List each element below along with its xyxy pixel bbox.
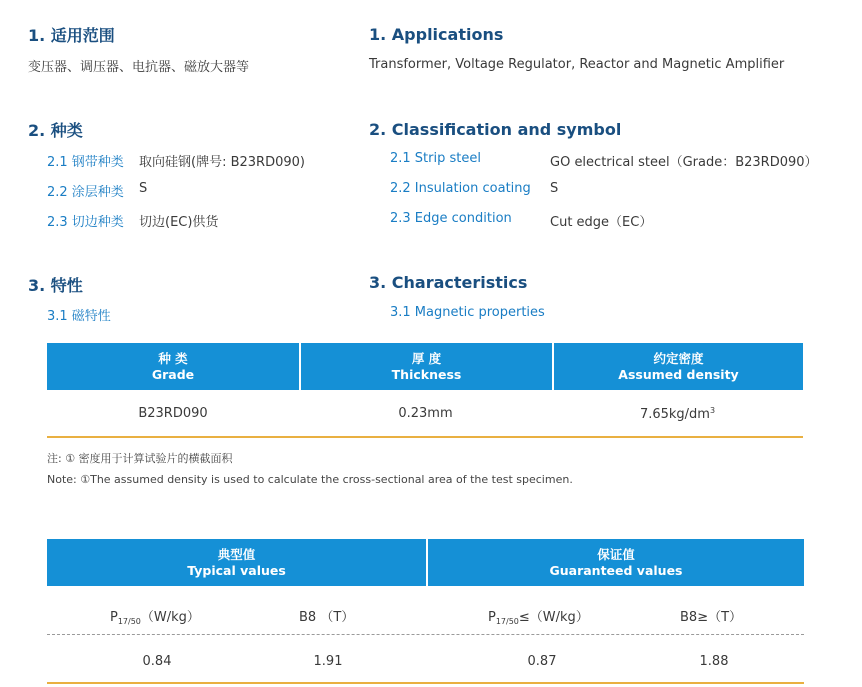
edge-value-en: Cut edge（EC） — [550, 215, 653, 230]
density-header-cn: 约定密度 — [653, 350, 704, 366]
strip-steel-label-en: 2.1 Strip steel — [390, 151, 481, 166]
grade-table-header — [47, 343, 803, 390]
strip-steel-value-en: GO electrical steel（Grade：B23RD090） — [550, 155, 818, 170]
grade-cell: B23RD090 — [138, 406, 208, 421]
thickness-header-en: Thickness — [391, 366, 462, 382]
typical-header-en: Typical values — [187, 562, 286, 578]
magnetic-subtitle-en: 3.1 Magnetic properties — [390, 305, 545, 320]
magnetic-subtitle-cn: 3.1 磁特性 — [47, 309, 111, 324]
table2-bottom-line — [47, 682, 804, 684]
b8-typical-subheader: B8 （T） — [299, 610, 355, 625]
b8-guaranteed-subheader: B8≥（T） — [680, 610, 743, 625]
guaranteed-header-en: Guaranteed values — [549, 562, 683, 578]
p-typical-value: 0.84 — [142, 654, 172, 669]
edge-label-en: 2.3 Edge condition — [390, 211, 512, 226]
note-cn: 注: ① 密度用于计算试验片的横截面积 — [47, 452, 233, 465]
thickness-header — [299, 343, 552, 390]
density-header-en: Assumed density — [618, 366, 739, 382]
p-symbol: P — [110, 610, 118, 625]
coating-label-en: 2.2 Insulation coating — [390, 181, 531, 196]
typical-header — [47, 539, 426, 586]
strip-steel-label-cn: 2.1 钢带种类 — [47, 155, 124, 170]
subheader-divider — [47, 634, 804, 635]
density-cell — [552, 406, 803, 422]
section-1-title-cn: 1. 适用范围 — [28, 26, 115, 45]
p-typical-subheader — [110, 606, 200, 626]
applications-text-en: Transformer, Voltage Regulator, Reactor and Magnetic Amplifier — [369, 57, 785, 72]
strip-steel-value-cn: 取向硅钢(牌号: B23RD090) — [139, 155, 305, 170]
p-guar-symbol: P — [488, 610, 496, 625]
section-2-title-cn: 2. 种类 — [28, 121, 83, 140]
edge-value-cn: 切边(EC)供货 — [139, 215, 219, 230]
p-guaranteed-subheader — [488, 606, 589, 626]
b8-guaranteed-value: 1.88 — [699, 654, 729, 669]
section-1-title-en: 1. Applications — [369, 25, 504, 44]
p-unit: （W/kg） — [140, 610, 200, 625]
thickness-header-cn: 厚 度 — [411, 350, 442, 366]
density-value: 7.65kg/dm — [639, 407, 710, 422]
guaranteed-header-cn: 保证值 — [597, 546, 635, 562]
p-guar-subscript: 17/50 — [495, 617, 519, 626]
grade-header-cn: 种 类 — [158, 350, 188, 366]
b8-typical-value: 1.91 — [313, 654, 343, 669]
typical-header-cn: 典型值 — [217, 546, 256, 562]
coating-value-en: S — [550, 181, 559, 196]
grade-header — [47, 343, 299, 390]
section-3-title-en: 3. Characteristics — [369, 273, 528, 292]
p-guar-unit: ≤（W/kg） — [518, 610, 589, 625]
grade-header-en: Grade — [151, 366, 195, 382]
density-exponent: 3 — [709, 406, 716, 415]
density-header — [552, 343, 803, 390]
coating-value-cn: S — [139, 181, 148, 196]
applications-text-cn: 变压器、调压器、电抗器、磁放大器等 — [28, 60, 250, 75]
p-guaranteed-value: 0.87 — [527, 654, 557, 669]
thickness-cell: 0.23mm — [398, 406, 453, 421]
section-2-title-en: 2. Classification and symbol — [369, 120, 622, 139]
table1-bottom-line — [47, 436, 803, 438]
values-table-header — [47, 539, 804, 586]
note-en: Note: ①The assumed density is used to calculate the cross-sectional area of the test specimen. — [47, 473, 573, 486]
coating-label-cn: 2.2 涂层种类 — [47, 185, 124, 200]
edge-label-cn: 2.3 切边种类 — [47, 215, 124, 230]
guaranteed-header — [426, 539, 804, 586]
section-3-title-cn: 3. 特性 — [28, 276, 83, 295]
p-subscript: 17/50 — [117, 617, 141, 626]
